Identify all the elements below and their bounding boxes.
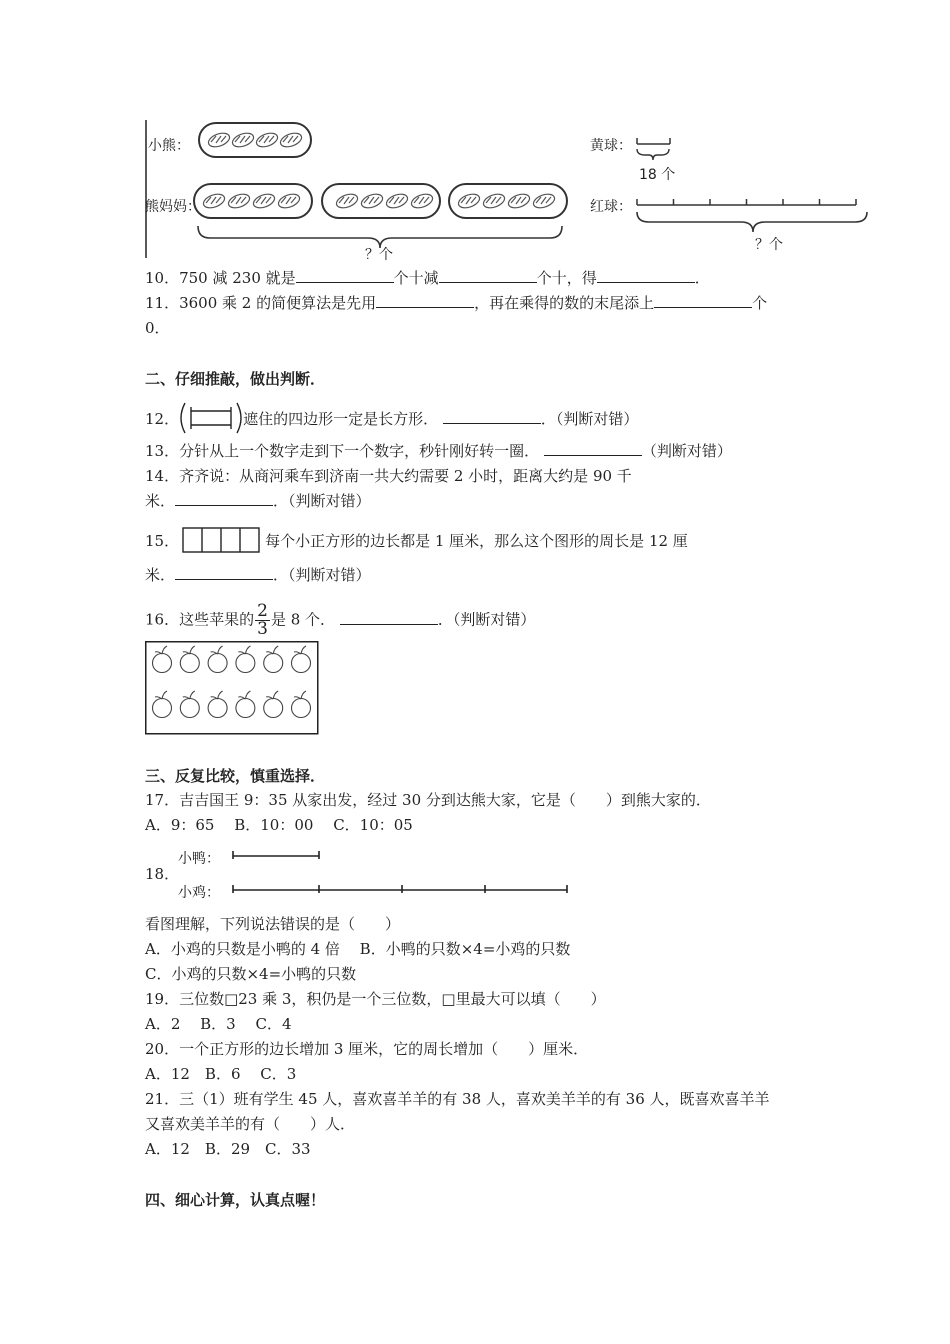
question-17 (145, 790, 711, 810)
question-number: 20． (145, 1040, 180, 1058)
corn-icon (255, 131, 280, 150)
question-text: 个十，得 (536, 269, 597, 287)
question-13 (145, 441, 732, 461)
question-text: ，再在乘得的数的末尾添上 (474, 294, 655, 312)
section-2-title: 二、仔细推敲，做出判断． (145, 370, 326, 388)
question-18-number: 18． (145, 865, 180, 883)
apple-icon (180, 691, 199, 718)
apple-icon (264, 691, 283, 718)
apple-icon (153, 646, 172, 673)
question-text: 3600 乘 2 的简便算法是先用 (179, 294, 377, 312)
question-19-options: A．2 B．3 C．4 (145, 1015, 292, 1033)
answer-blank[interactable] (654, 293, 752, 308)
question-21 (145, 1089, 770, 1109)
answer-blank[interactable] (439, 268, 537, 283)
fraction-numerator: 2 (257, 601, 268, 621)
answer-blank[interactable] (597, 268, 695, 283)
question-number: 15． (145, 532, 180, 550)
question-20-options: A．12 B．6 C．3 (145, 1065, 297, 1083)
corn-icon (207, 131, 232, 150)
answer-blank[interactable] (175, 565, 273, 580)
question-text: 米． (145, 492, 176, 510)
question-tail: ．（判断对错） (273, 492, 371, 510)
apple-icon (264, 646, 283, 673)
fraction-denominator: 3 (257, 619, 268, 639)
apple-icon (180, 646, 199, 673)
question-14-cont (145, 491, 371, 511)
question-number: 12． (145, 410, 180, 428)
question-text: 这些苹果的 (179, 610, 255, 629)
question-18-option-ab: A．小鸡的只数是小鸭的 4 倍 B．小鸭的只数×4=小鸡的只数 (145, 940, 571, 958)
corn-icon (202, 192, 227, 211)
question-text: 吉吉国王 9：35 从家出发，经过 30 分到达熊大家，它是（ ）到熊大家的． (179, 791, 711, 809)
question-number: 14． (145, 467, 180, 485)
question-label-2: ？个 (755, 237, 783, 253)
corn-icon (277, 192, 302, 211)
corn-icon (410, 192, 435, 211)
apple-icon (292, 646, 311, 673)
corn-icon (507, 192, 532, 211)
question-number: 19． (145, 990, 180, 1008)
four-squares-icon (179, 526, 265, 554)
apple-icon (153, 691, 172, 718)
question-19 (145, 989, 606, 1009)
huangqiu-label: 黄球： (590, 138, 632, 154)
corn-icon (231, 131, 256, 150)
corn-icon (385, 192, 410, 211)
figure-bear-corn (0, 0, 950, 270)
hongqiu-label: 红球： (590, 199, 632, 215)
question-16 (145, 603, 535, 638)
apples-figure (145, 641, 321, 735)
corn-icon (252, 192, 277, 211)
section-3-title: 三、反复比较，慎重选择． (145, 767, 326, 785)
question-number: 11． (145, 294, 180, 312)
question-text: 每个小正方形的边长都是 1 厘米，那么这个图形的周长是 12 厘 (265, 532, 688, 550)
corn-icon (227, 192, 252, 211)
question-18-prompt: 看图理解，下列说法错误的是（ ） (145, 915, 401, 933)
question-text: 齐齐说：从商河乘车到济南一共大约需要 2 小时，距离大约是 90 千 (179, 467, 632, 485)
apple-icon (208, 691, 227, 718)
question-15 (145, 528, 688, 556)
question-21-cont: 又喜欢美羊羊的有（ ）人． (145, 1115, 356, 1133)
question-14 (145, 466, 632, 486)
apple-icon (208, 646, 227, 673)
question-tail: ．（判断对错） (273, 566, 371, 584)
section-4-title: 四、细心计算，认真点喔！ (145, 1191, 326, 1209)
question-text: 米． (145, 566, 176, 584)
answer-blank[interactable] (544, 441, 642, 456)
question-20 (145, 1039, 588, 1059)
apple-icon (236, 646, 255, 673)
corn-icon (532, 192, 557, 211)
question-label: ？个 (365, 247, 393, 263)
duck-label: 小鸭： (178, 851, 220, 867)
question-text: 三位数□23 乘 3，积仍是一个三位数，□里最大可以填（ ） (179, 990, 606, 1008)
question-number: 16． (145, 610, 180, 629)
fraction (255, 603, 270, 638)
duck-chick-figure (175, 843, 575, 903)
corn-icon (457, 192, 482, 211)
answer-blank[interactable] (296, 268, 394, 283)
question-tail: ．（判断对错） (540, 410, 639, 428)
question-number: 13． (145, 442, 180, 460)
apple-icon (292, 691, 311, 718)
answer-blank[interactable] (443, 409, 541, 424)
question-number: 10． (145, 269, 180, 287)
corn-icon (279, 131, 304, 150)
question-tail: （判断对错） (641, 442, 732, 460)
question-number: 17． (145, 791, 180, 809)
question-11-cont: 0． (145, 319, 170, 337)
question-text: 个 (752, 294, 768, 312)
question-text: 三（1）班有学生 45 人，喜欢喜羊羊的有 38 人，喜欢美羊羊的有 36 人，既喜欢喜羊羊 (179, 1090, 770, 1108)
question-text: ． (694, 269, 710, 287)
question-17-options: A．9：65 B．10：00 C．10：05 (145, 816, 413, 834)
question-15-cont (145, 565, 371, 585)
answer-blank[interactable] (376, 293, 474, 308)
xiaoxiong-label: 小熊： (148, 138, 190, 154)
answer-blank[interactable] (175, 491, 273, 506)
question-text: 遮住的四边形一定是长方形． (243, 410, 439, 428)
count-label: 18 个 (639, 167, 676, 183)
answer-blank[interactable] (340, 610, 438, 625)
question-21-options: A．12 B．29 C．33 (145, 1140, 311, 1158)
question-text: 个十减 (393, 269, 439, 287)
question-text: 750 减 230 就是 (179, 269, 296, 287)
question-10 (145, 268, 710, 288)
question-18-option-c: C．小鸡的只数×4=小鸭的只数 (145, 965, 357, 983)
corn-icon (360, 192, 385, 211)
question-11 (145, 293, 767, 313)
chick-label: 小鸡： (178, 885, 220, 901)
question-text: 分针从上一个数字走到下一个数字，秒针刚好转一圈． (179, 442, 540, 460)
question-text: 一个正方形的边长增加 3 厘米，它的周长增加（ ）厘米． (179, 1040, 589, 1058)
question-12 (145, 403, 638, 437)
apple-icon (236, 691, 255, 718)
question-tail: ．（判断对错） (437, 610, 536, 629)
corn-icon (335, 192, 360, 211)
question-text: 是 8 个． (270, 610, 336, 629)
question-number: 21． (145, 1090, 180, 1108)
xiongmama-label: 熊妈妈： (145, 199, 201, 215)
covered-quadrilateral-icon (179, 401, 243, 435)
corn-icon (482, 192, 507, 211)
